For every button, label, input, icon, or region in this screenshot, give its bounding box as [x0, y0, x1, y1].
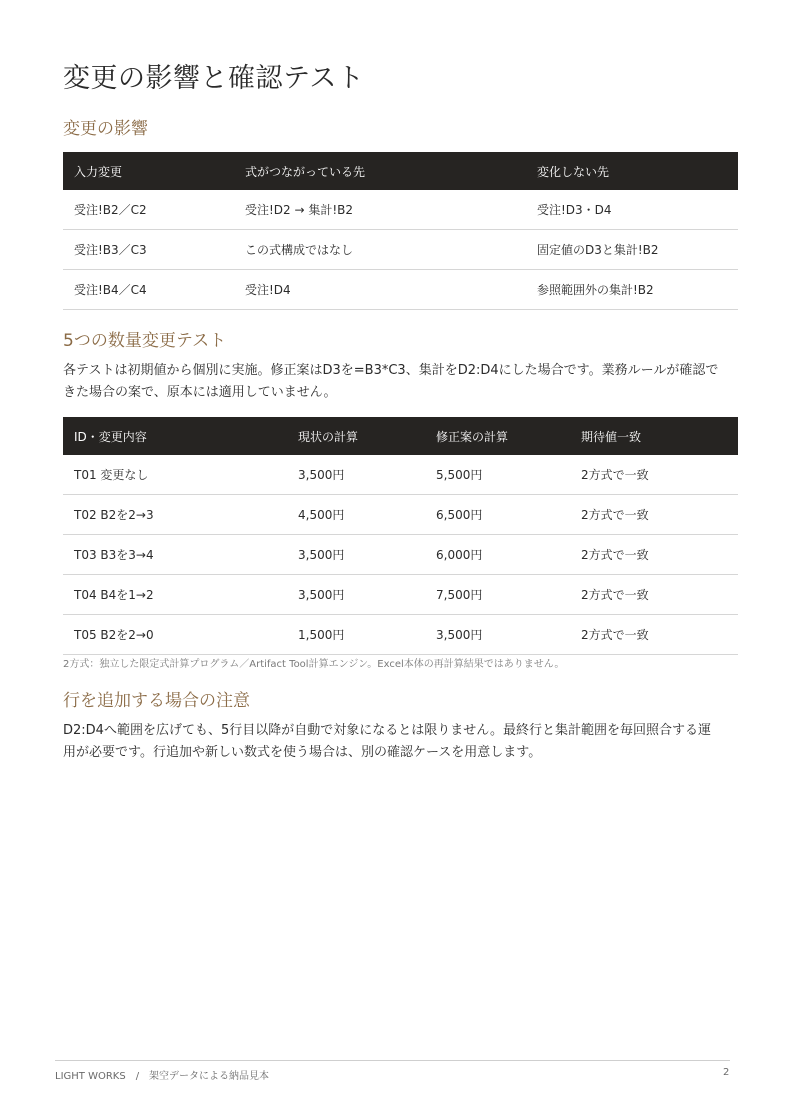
table-cell: 5,500円	[425, 455, 570, 495]
table-row	[63, 455, 738, 495]
impact-table-header	[63, 152, 738, 190]
page-number: 2	[723, 1067, 730, 1078]
table-cell: 4,500円	[287, 495, 425, 535]
column-header: 期待値一致	[581, 429, 642, 444]
tests-description: 各テストは初期値から個別に実施。修正案はD3を=B3*C3、集計をD2:D4にした場合です。業務ルールが確認できた場合の案で、原本には適用していません。	[63, 363, 719, 400]
column-header: 現状の計算	[298, 429, 359, 444]
column-header: 変化しない先	[537, 164, 610, 179]
table-cell: T04 B4を1→2	[63, 575, 287, 615]
column-header: 修正案の計算	[436, 429, 509, 444]
table-row	[63, 615, 738, 655]
table-cell: 3,500円	[287, 535, 425, 575]
table-cell: 2方式で一致	[570, 495, 738, 535]
section-heading-impact: 変更の影響	[63, 119, 148, 139]
table-cell: 7,500円	[425, 575, 570, 615]
tests-table-header	[63, 417, 738, 455]
table-cell: 受注!D4	[234, 270, 526, 310]
table-cell: 参照範囲外の集計!B2	[526, 270, 738, 310]
table-cell: この式構成ではなし	[234, 230, 526, 270]
table-cell: 2方式で一致	[570, 455, 738, 495]
table-cell: 受注!B3／C3	[63, 230, 234, 270]
table-row	[63, 230, 738, 270]
table-row	[63, 575, 738, 615]
table-cell: 受注!B4／C4	[63, 270, 234, 310]
section-heading-tests: 5つの数量変更テスト	[63, 331, 227, 351]
table-row	[63, 190, 738, 230]
table-cell: 2方式で一致	[570, 575, 738, 615]
table-cell: T05 B2を2→0	[63, 615, 287, 655]
table-cell: 受注!D2 → 集計!B2	[234, 190, 526, 230]
impact-table	[63, 152, 738, 310]
table-cell: 1,500円	[287, 615, 425, 655]
table-cell: T03 B3を3→4	[63, 535, 287, 575]
table-row	[63, 495, 738, 535]
table-footnote: 2方式：独立した限定式計算プログラム／Artifact Tool計算エンジン。Excel本体の再計算結果ではありません。	[63, 659, 565, 670]
table-cell: T02 B2を2→3	[63, 495, 287, 535]
table-cell: 6,500円	[425, 495, 570, 535]
table-cell: 受注!B2／C2	[63, 190, 234, 230]
page-title: 変更の影響と確認テスト	[63, 63, 365, 94]
footer-divider	[55, 1060, 730, 1061]
table-cell: T01 変更なし	[63, 455, 287, 495]
table-row	[63, 535, 738, 575]
column-header: ID・変更内容	[74, 429, 147, 444]
table-cell: 3,500円	[425, 615, 570, 655]
table-cell: 3,500円	[287, 455, 425, 495]
table-cell: 受注!D3・D4	[526, 190, 738, 230]
column-header: 入力変更	[74, 164, 123, 179]
table-cell: 3,500円	[287, 575, 425, 615]
table-cell: 2方式で一致	[570, 535, 738, 575]
row-caution-text: D2:D4へ範囲を広げても、5行目以降が自動で対象になるとは限りません。最終行と集計範囲を毎回照合する運用が必要です。行追加や新しい数式を使う場合は、別の確認ケースを用意します。	[63, 723, 711, 760]
section-heading-row-caution: 行を追加する場合の注意	[63, 691, 250, 711]
column-header: 式がつながっている先	[245, 164, 366, 179]
table-row	[63, 270, 738, 310]
table-cell: 2方式で一致	[570, 615, 738, 655]
tests-table	[63, 417, 738, 655]
table-cell: 固定値のD3と集計!B2	[526, 230, 738, 270]
table-cell: 6,000円	[425, 535, 570, 575]
footer-text: LIGHT WORKS / 架空データによる納品見本	[55, 1071, 270, 1082]
